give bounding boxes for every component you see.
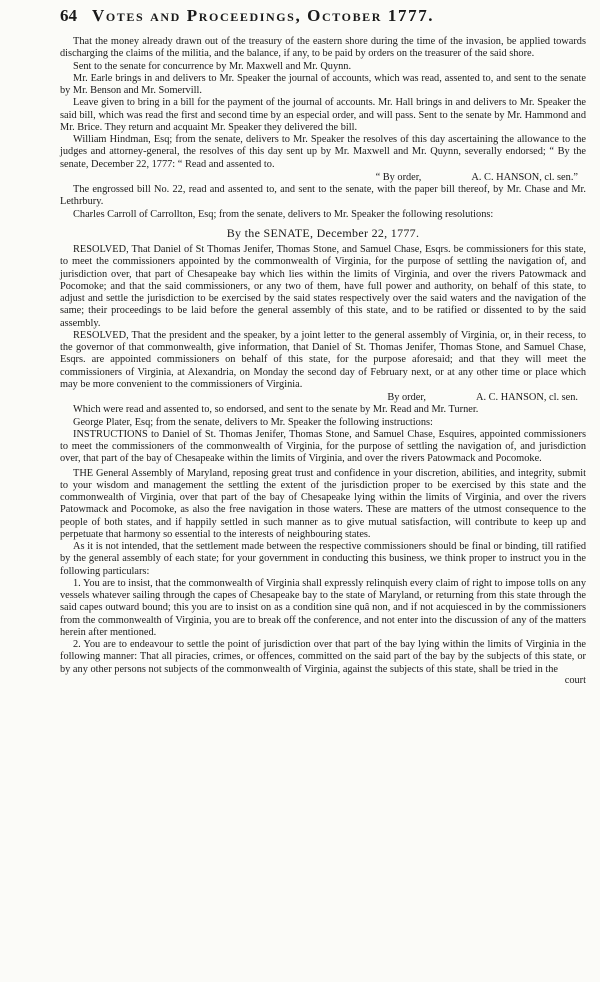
paragraph: Charles Carroll of Carrollton, Esq; from the senate, delivers to Mr. Speaker the following resolutions: <box>73 208 494 220</box>
paragraph: George Plater, Esq; from the senate, delivers to Mr. Speaker the following instructions: <box>73 416 433 428</box>
paragraph: That the money already drawn out of the treasury of the eastern shore during the time of the invasion, be applied towards discharging the claims of the militia, and the balance, if any, to be paid by orders on the treasurer of the said shore. <box>60 36 586 60</box>
paragraph: Mr. Earle brings in and delivers to Mr. Speaker the journal of accounts, which was read, assented to, and sent to the senate by Mr. Benson and Mr. Somervill. <box>60 72 586 96</box>
signature-by: “ By order, <box>375 171 422 183</box>
resolution: RESOLVED, That the president and the speaker, by a joint letter to the general assembly of Virginia, or, in their recess, to the governor of that commonwealth, give information, that Daniel of St. Thomas Jenifer, Thomas Stone, and Samuel Chase, Esqrs. are appointed commissioners on behalf of this state, for the purpose aforesaid; and that they will meet the commissioners of Virginia, at Alexandria, on Monday the second day of February next, or at any other time or place which may be more convenient to the commissioners of Virginia. <box>60 329 586 390</box>
signature-name: A. C. HANSON, cl. sen. <box>476 392 578 403</box>
body-text <box>60 36 586 687</box>
signature-name: A. C. HANSON, cl. sen.” <box>471 171 578 183</box>
resolution: RESOLVED, That Daniel of St Thomas Jenifer, Thomas Stone, and Samuel Chase, Esqrs. be commissioners for this state, to meet the commissioners appointed by the commonwealth of Virginia, for the purpose of settling the navigation of, and jurisdiction over, that part of Chesapeake bay which lies within the limits of Virginia, and over the rivers Patowmack and Pocomoke; and that the said commissioners, or any two of them, have full power and authority, on behalf of this state, to adjust and settle the jurisdiction to be exercised by the said states respectively over the said waters and the navigation of the same; their proceedings to be laid before the general assembly of this state, and to be ratified or dissented to by the said assembly. <box>60 244 586 329</box>
paragraph: Leave given to bring in a bill for the payment of the journal of accounts. Mr. Hall brings in and delivers to Mr. Speaker the said bill, which was read the first and second time by an especial order, and will pass. Sent to the senate by Mr. Hammond and Mr. Brice. They return and acquaint Mr. Speaker they delivered the bill. <box>60 97 586 133</box>
signature-line <box>60 392 586 404</box>
running-title: Votes and Proceedings, October 1777. <box>92 6 435 25</box>
paragraph: Which were read and assented to, so endorsed, and sent to the senate by Mr. Read and Mr. Turner. <box>73 404 479 416</box>
paragraph: William Hindman, Esq; from the senate, delivers to Mr. Speaker the resolves of this day ascertaining the allowance to the judges and attorney-general, the resolves of this day sent up by Mr. Maxwell and Mr. Quynn, severally endorsed; “ By the senate, December 22, 1777: “ Read and assented to. <box>60 134 586 170</box>
catchword: court <box>564 674 586 686</box>
running-head <box>60 6 586 36</box>
senate-heading: By the SENATE, December 22, 1777. <box>226 225 420 240</box>
instruction-item: 1. You are to insist, that the commonwealth of Virginia shall expressly relinquish every claim of right to impose tolls on any vessels whatever sailing through the capes of Chesapeake bay to the state of Maryland, or returning from this state through the said capes outward bound; this you are to insist on as a condition sine quâ non, and if not acquiesced in by the commissioners from the commonwealth of Virginia, you are to break off the conference, and not enter into the discussion of any of the matters herein after mentioned. <box>60 577 586 638</box>
signature-by: By order, <box>387 392 426 403</box>
instruction-item: 2. You are to endeavour to settle the point of jurisdiction over that part of the bay lying within the limits of Virginia in the following manner: That all piracies, crimes, or offences, committed on the said part of the bay by the subjects of this state, or by any other persons not subjects of the commonwealth of Virginia, against the subjects of this state, shall be tried in the <box>60 639 586 675</box>
signature-line <box>60 172 586 184</box>
paragraph: THE General Assembly of Maryland, reposing great trust and confidence in your discretion, abilities, and integrity, submit to your wisdom and management the settling the extent of the jurisdiction proper to be exercised by this state and the commonwealth of Virginia, over that part of the bay of Chesapeake lying within the limits of Virginia, and over the rivers Patowmack and Pocomoke, as also the free navigation in those waters. These are matters of the utmost consequence to the people of both states, and if happily settled in such manner as to give mutual satisfaction, will contribute to keep up and perpetuate that harmony so essential to the interests of neighbouring states. <box>60 467 586 540</box>
instructions-heading: INSTRUCTIONS to Daniel of St. Thomas Jenifer, Thomas Stone, and Samuel Chase, Esquires, appointed commissioners to meet the commissioners of the commonwealth of Virginia, for the purpose of settling the navigation of, and jurisdiction over, that part of the bay of Chesapeake within the limits of Virginia, and over the rivers Patowmack and Pocomoke. <box>60 428 586 465</box>
page-number: 64 <box>60 6 77 25</box>
paragraph: Sent to the senate for concurrence by Mr. Maxwell and Mr. Quynn. <box>73 60 352 72</box>
paragraph: The engrossed bill No. 22, read and assented to, and sent to the senate, with the paper bill thereof, by Mr. Chase and Mr. Lethrbury. <box>60 184 586 208</box>
paragraph: As it is not intended, that the settlement made between the respective commissioners should be final or binding, till ratified by the general assembly of each state; for your government in conducting this business, we think proper to instruct you in the following particulars: <box>60 541 586 577</box>
